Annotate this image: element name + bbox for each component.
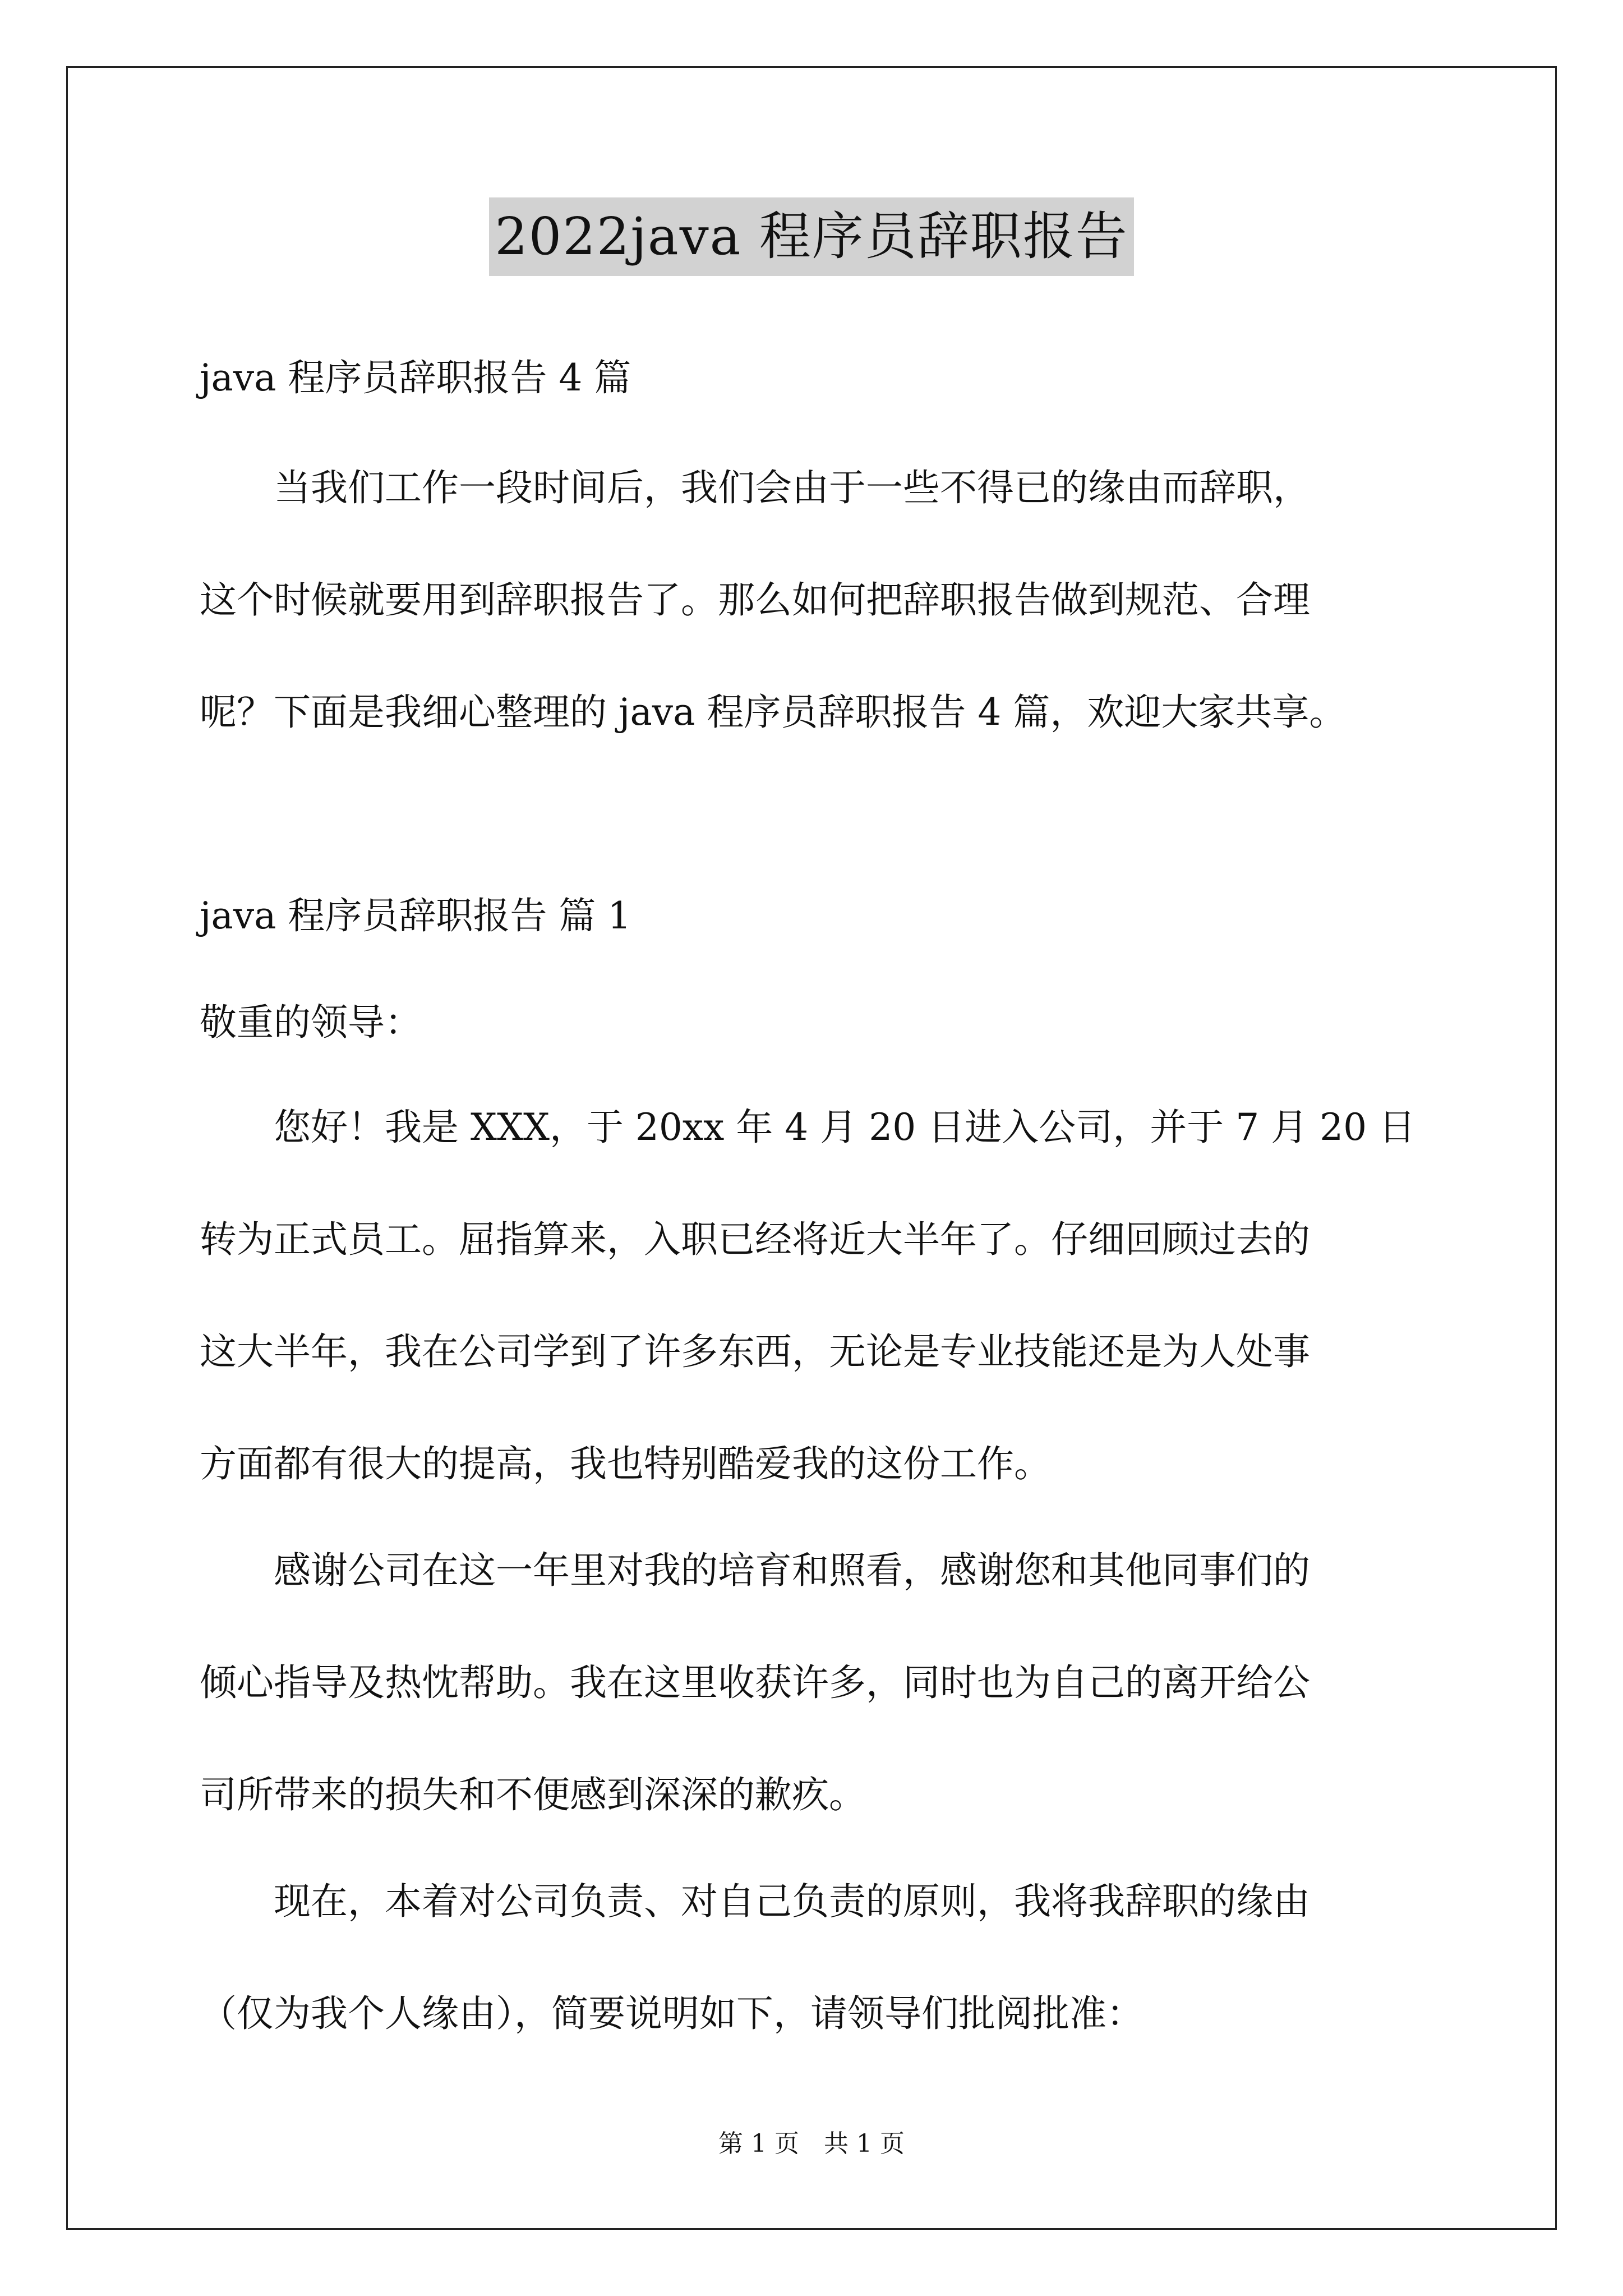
paragraph-line: 现在，本着对公司负责、对自己负责的原则，我将我辞职的缘由 — [200, 1880, 1310, 1923]
paragraph-line: （仅为我个人缘由），简要说明如下，请领导们批阅批准： — [200, 1992, 1144, 2035]
title-area — [0, 197, 1623, 276]
paragraph-line: 转为正式员工。屈指算来，入职已经将近大半年了。仔细回顾过去的 — [200, 1218, 1310, 1261]
body-paragraph-3 — [200, 1846, 1428, 2070]
paragraph-line: 方面都有很大的提高，我也特别酷爱我的这份工作。 — [200, 1442, 1051, 1485]
document-subtitle: java 程序员辞职报告 4 篇 — [200, 356, 631, 399]
paragraph-line: 您好！我是 XXX，于 20xx 年 4 月 20 日进入公司，并于 7 月 20 日 — [200, 1106, 1416, 1149]
intro-paragraph — [200, 432, 1428, 769]
intro-line: 呢？下面是我细心整理的 java 程序员辞职报告 4 篇，欢迎大家共享。 — [200, 691, 1347, 734]
paragraph-line: 这大半年，我在公司学到了许多东西，无论是专业技能还是为人处事 — [200, 1330, 1310, 1373]
intro-line: 这个时候就要用到辞职报告了。那么如何把辞职报告做到规范、合理 — [200, 578, 1310, 622]
page-footer: 第 1 页 共 1 页 — [718, 2129, 905, 2158]
body-paragraph-2 — [200, 1515, 1428, 1851]
body-paragraph-1 — [200, 1071, 1428, 1520]
intro-line: 当我们工作一段时间后，我们会由于一些不得已的缘由而辞职， — [200, 466, 1310, 509]
document-title: 2022java 程序员辞职报告 — [489, 197, 1134, 276]
section-heading: java 程序员辞职报告 篇 1 — [200, 894, 631, 937]
salutation: 敬重的领导： — [200, 1001, 422, 1044]
paragraph-line: 司所带来的损失和不便感到深深的歉疚。 — [200, 1773, 866, 1816]
paragraph-line: 感谢公司在这一年里对我的培育和照看，感谢您和其他同事们的 — [200, 1549, 1310, 1592]
paragraph-line: 倾心指导及热忱帮助。我在这里收获许多，同时也为自己的离开给公 — [200, 1661, 1310, 1704]
